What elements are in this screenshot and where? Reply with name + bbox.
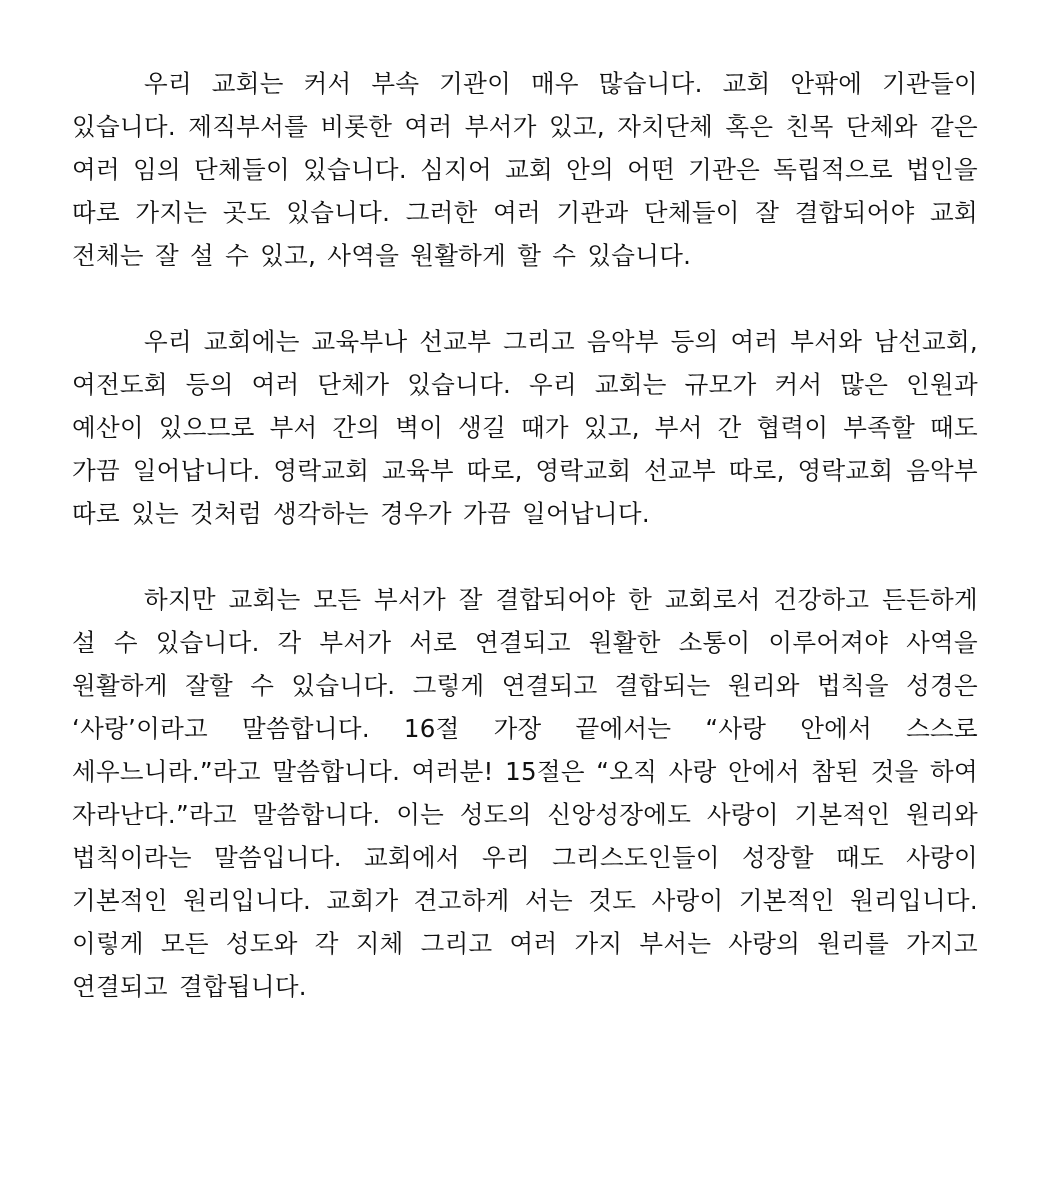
- document-page: [72, 62, 978, 1008]
- paragraph-2: 우리 교회에는 교육부나 선교부 그리고 음악부 등의 여러 부서와 남선교회, 여전도회 등의 여러 단체가 있습니다. 우리 교회는 규모가 커서 많은 인원과 예산이 있으므로 부서 간의 벽이 생길 때가 있고, 부서 간 협력이 부족할 때도 가끔 일어납니다. 영락교회 교육부 따로, 영락교회 선교부 따로, 영락교회 음악부 따로 있는 것처럼 생각하는 경우가 가끔 일어납니다.: [72, 327, 978, 528]
- paragraph-1: 우리 교회는 커서 부속 기관이 매우 많습니다. 교회 안팎에 기관들이 있습니다. 제직부서를 비롯한 여러 부서가 있고, 자치단체 혹은 친목 단체와 같은 여러 임의 단체들이 있습니다. 심지어 교회 안의 어떤 기관은 독립적으로 법인을 따로 가지는 곳도 있습니다. 그러한 여러 기관과 단체들이 잘 결합되어야 교회 전체는 잘 설 수 있고, 사역을 원활하게 할 수 있습니다.: [72, 69, 978, 270]
- paragraph-3: 하지만 교회는 모든 부서가 잘 결합되어야 한 교회로서 건강하고 든든하게 설 수 있습니다. 각 부서가 서로 연결되고 원활한 소통이 이루어져야 사역을 원활하게 잘할 수 있습니다. 그렇게 연결되고 결합되는 원리와 법칙을 성경은 ‘사랑’이라고 말씀합니다. 16절 가장 끝에서는 “사랑 안에서 스스로 세우느니라.”라고 말씀합니다. 여러분! 15절은 “오직 사랑 안에서 참된 것을 하여 자라난다.”라고 말씀합니다. 이는 성도의 신앙성장에도 사랑이 기본적인 원리와 법칙이라는 말씀입니다. 교회에서 우리 그리스도인들이 성장할 때도 사랑이 기본적인 원리입니다. 교회가 견고하게 서는 것도 사랑이 기본적인 원리입니다. 이렇게 모든 성도와 각 지체 그리고 여러 가지 부서는 사랑의 원리를 가지고 연결되고 결합됩니다.: [72, 585, 978, 1001]
